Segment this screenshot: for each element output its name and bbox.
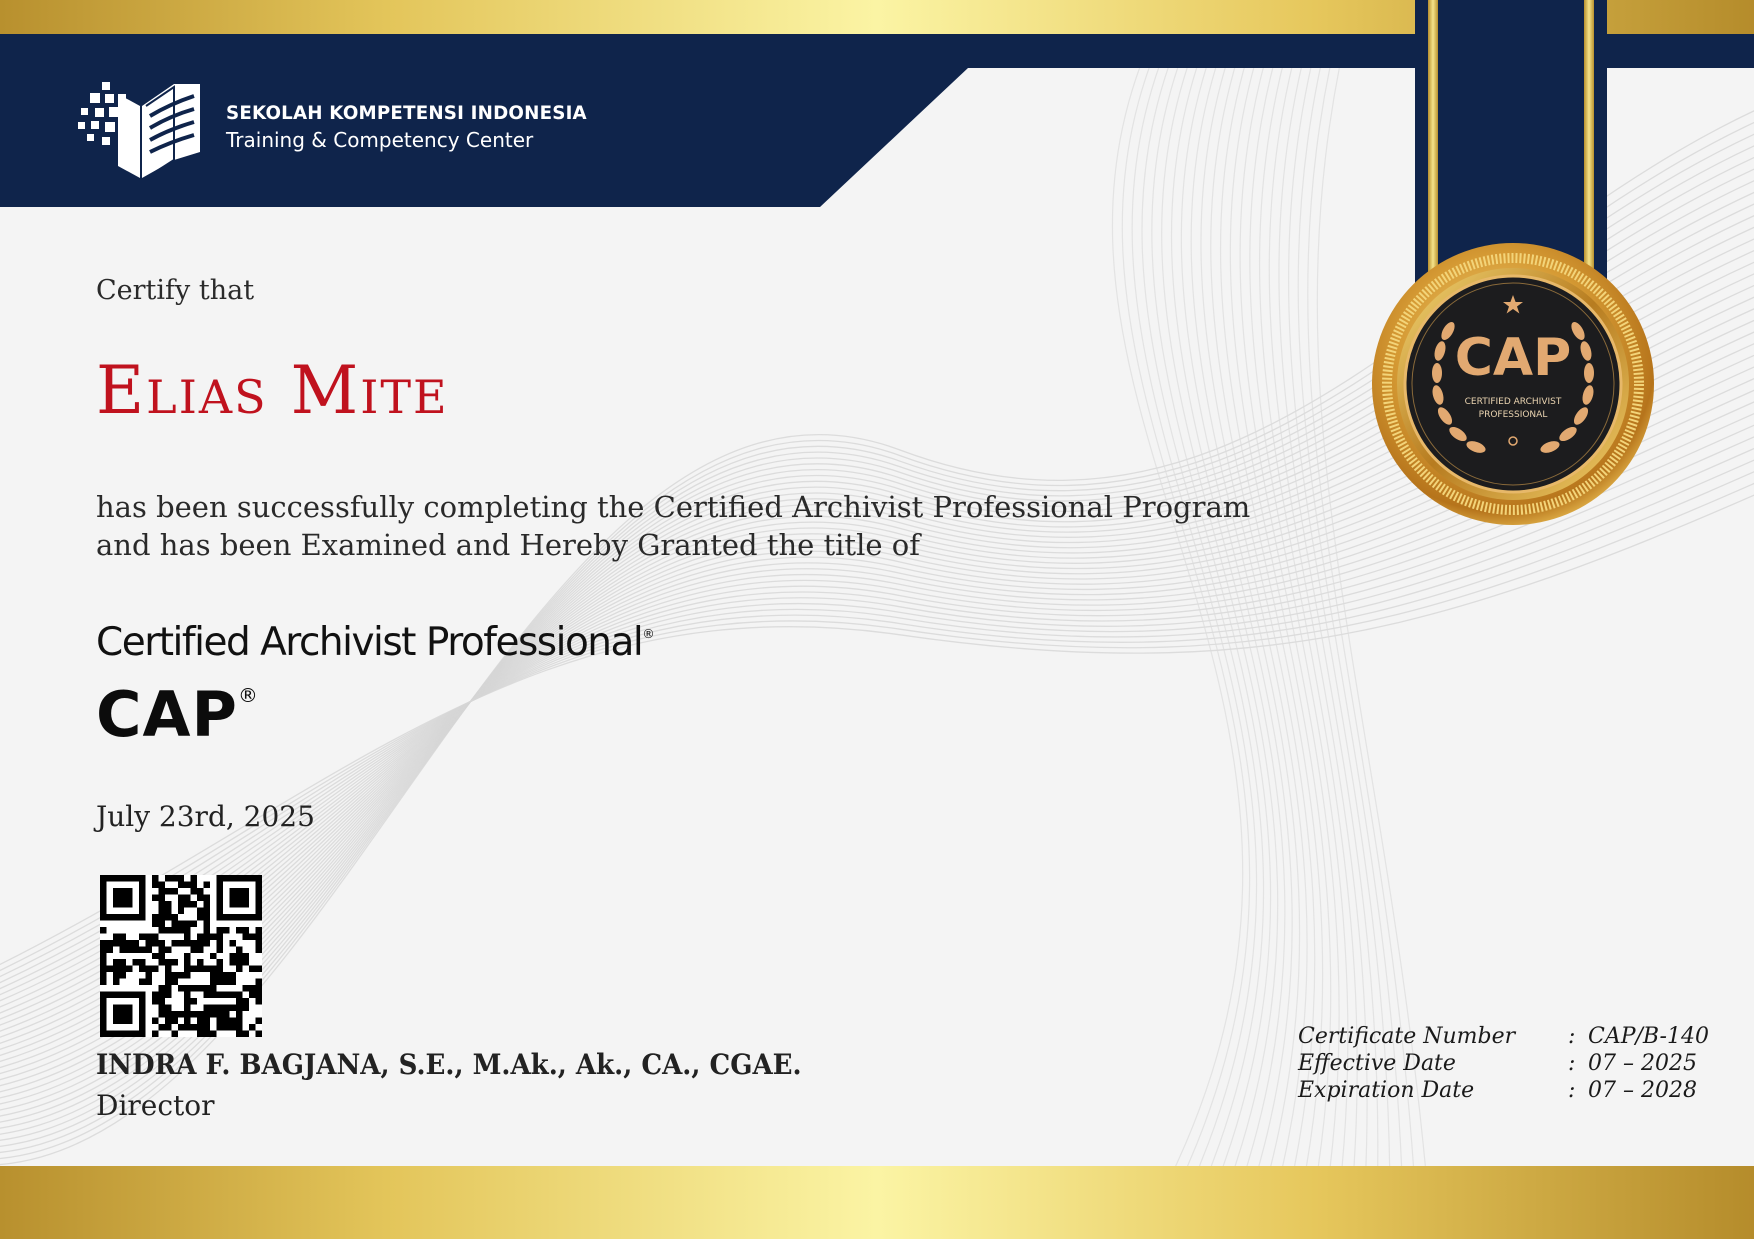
statement xyxy=(96,488,1250,564)
detail-row-expiration-date xyxy=(1298,1077,1709,1104)
certificate-details xyxy=(1298,1023,1709,1104)
detail-colon: : xyxy=(1568,1051,1576,1076)
detail-row-certificate-number xyxy=(1298,1023,1709,1050)
program-code-text: CAP xyxy=(96,678,238,751)
registered-mark: ® xyxy=(237,684,258,707)
detail-value: 07 – 2028 xyxy=(1588,1078,1697,1103)
certify-label: Certify that xyxy=(96,275,255,306)
seal-line1: CERTIFIED ARCHIVIST xyxy=(1464,397,1562,407)
qr-code-icon[interactable] xyxy=(100,875,262,1037)
signatory-title: Director xyxy=(96,1089,215,1122)
detail-colon: : xyxy=(1568,1078,1576,1103)
detail-value: CAP/B-140 xyxy=(1588,1024,1709,1049)
detail-colon: : xyxy=(1568,1024,1576,1049)
seal-code: CAP xyxy=(1454,328,1572,388)
seal-line2: PROFESSIONAL xyxy=(1478,410,1548,420)
program-title-text: Certified Archivist Professional xyxy=(96,620,643,665)
detail-value: 07 – 2025 xyxy=(1588,1051,1697,1076)
detail-label: Expiration Date xyxy=(1298,1078,1475,1103)
institution-tagline: Training & Competency Center xyxy=(226,128,534,152)
registered-mark: ® xyxy=(642,626,655,641)
detail-label: Certificate Number xyxy=(1298,1024,1516,1049)
statement-line-1: has been successfully completing the Certified Archivist Professional Program xyxy=(96,490,1251,524)
institution-name: SEKOLAH KOMPETENSI INDONESIA xyxy=(226,102,587,124)
detail-label: Effective Date xyxy=(1298,1051,1456,1076)
cap-seal xyxy=(1370,241,1656,527)
statement-line-2: and has been Examined and Hereby Granted the title of xyxy=(96,528,920,562)
program-code xyxy=(96,678,258,751)
program-title xyxy=(96,620,655,665)
detail-row-effective-date xyxy=(1298,1050,1709,1077)
signatory-name: INDRA F. BAGJANA, S.E., M.Ak., Ak., CA., CGAE. xyxy=(96,1048,802,1081)
recipient-name: Elias Mite xyxy=(96,352,449,429)
issue-date: July 23rd, 2025 xyxy=(96,800,315,833)
gold-band-bottom xyxy=(0,1166,1754,1239)
